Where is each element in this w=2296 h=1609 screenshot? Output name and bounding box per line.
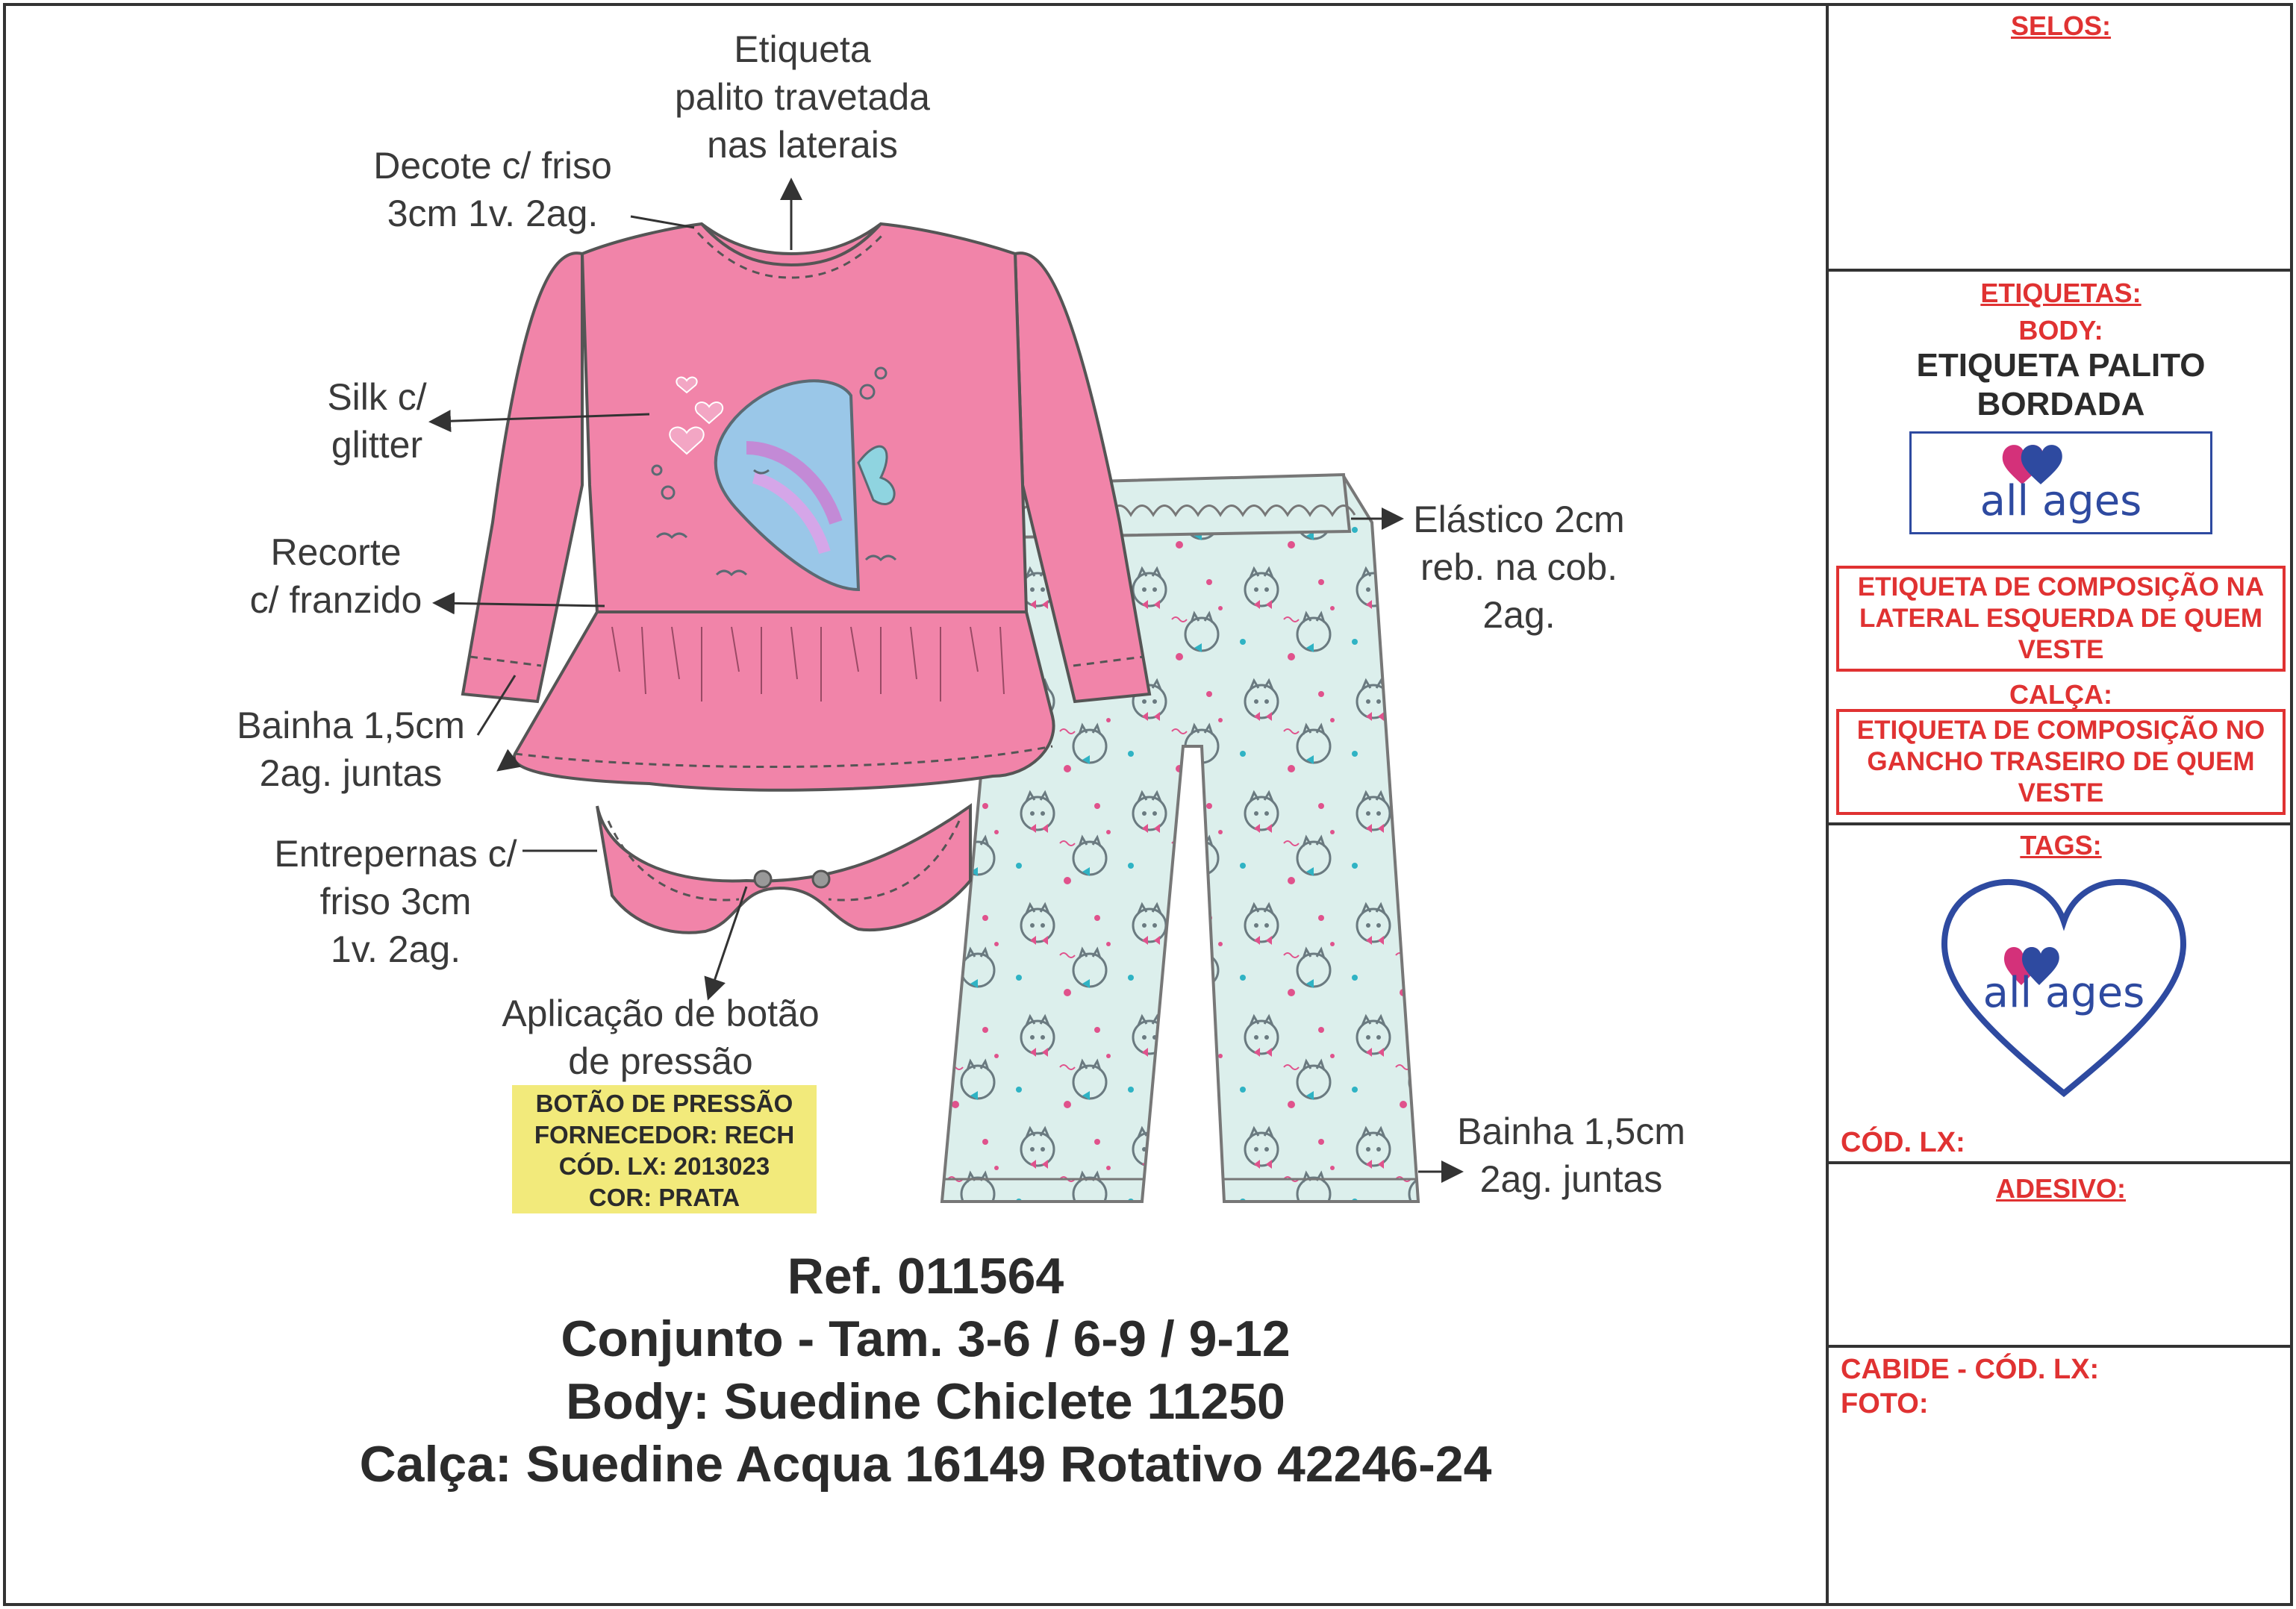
composicao-body-box: ETIQUETA DE COMPOSIÇÃO NA LATERAL ESQUERDA DE QUEM VESTE (1836, 566, 2286, 672)
selos-heading: SELOS: (2010, 10, 2111, 41)
etiquetas-heading: ETIQUETAS: (1980, 278, 2141, 308)
callout-decote: Decote c/ friso 3cm 1v. 2ag. (373, 145, 612, 234)
divider-tags (1826, 1161, 2293, 1164)
adesivo-heading: ADESIVO: (1995, 1173, 2127, 1204)
body-title: Body: Suedine Chiclete 11250 (566, 1373, 1285, 1430)
ref-title: Ref. 011564 (787, 1248, 1064, 1305)
foto-label: FOTO: (1841, 1388, 1929, 1419)
callout-entrepernas: Entrepernas c/ friso 3cm 1v. 2ag. (274, 833, 517, 970)
body-label: BODY: (2018, 315, 2103, 346)
callout-elastico: Elástico 2cm reb. na cob. 2ag. (1413, 499, 1625, 636)
cod-lx-label: CÓD. LX: (1841, 1127, 1965, 1158)
callout-bainha-body: Bainha 1,5cm 2ag. juntas (237, 704, 465, 794)
cabide-label: CABIDE - CÓD. LX: (1841, 1354, 2100, 1385)
calca-label: CALÇA: (2009, 679, 2112, 710)
callout-etiqueta: Etiqueta palito travetada nas laterais (675, 28, 930, 166)
logo-text: all ages (1980, 477, 2142, 525)
title-block (284, 1245, 1567, 1496)
callout-aplicacao: Aplicação de botão de pressão (502, 993, 820, 1082)
etiqueta-palito-text: ETIQUETA PALITO BORDADA (1916, 347, 2206, 422)
divider-etiquetas (1826, 822, 2293, 825)
composicao-calca-box: ETIQUETA DE COMPOSIÇÃO NO GANCHO TRASEIRO DE QUEM VESTE (1836, 709, 2286, 815)
callout-bainha-calca: Bainha 1,5cm 2ag. juntas (1457, 1110, 1685, 1200)
callout-silk: Silk c/ glitter (327, 376, 427, 466)
divider-selos (1826, 269, 2293, 272)
sidebar-divider (1826, 3, 1829, 1606)
tags-heading: TAGS: (2020, 830, 2102, 860)
woven-label-logo (1909, 431, 2212, 534)
botao-info-box: BOTÃO DE PRESSÃO FORNECEDOR: RECH CÓD. LX: 2013023 COR: PRATA (512, 1085, 817, 1213)
callout-recorte: Recorte c/ franzido (249, 531, 422, 621)
divider-adesivo (1826, 1345, 2293, 1348)
conjunto-title: Conjunto - Tam. 3-6 / 6-9 / 9-12 (561, 1310, 1291, 1367)
calca-title: Calça: Suedine Acqua 16149 Rotativo 42246-24 (359, 1436, 1492, 1493)
heart-tag-logo-text: all ages (1983, 969, 2145, 1017)
